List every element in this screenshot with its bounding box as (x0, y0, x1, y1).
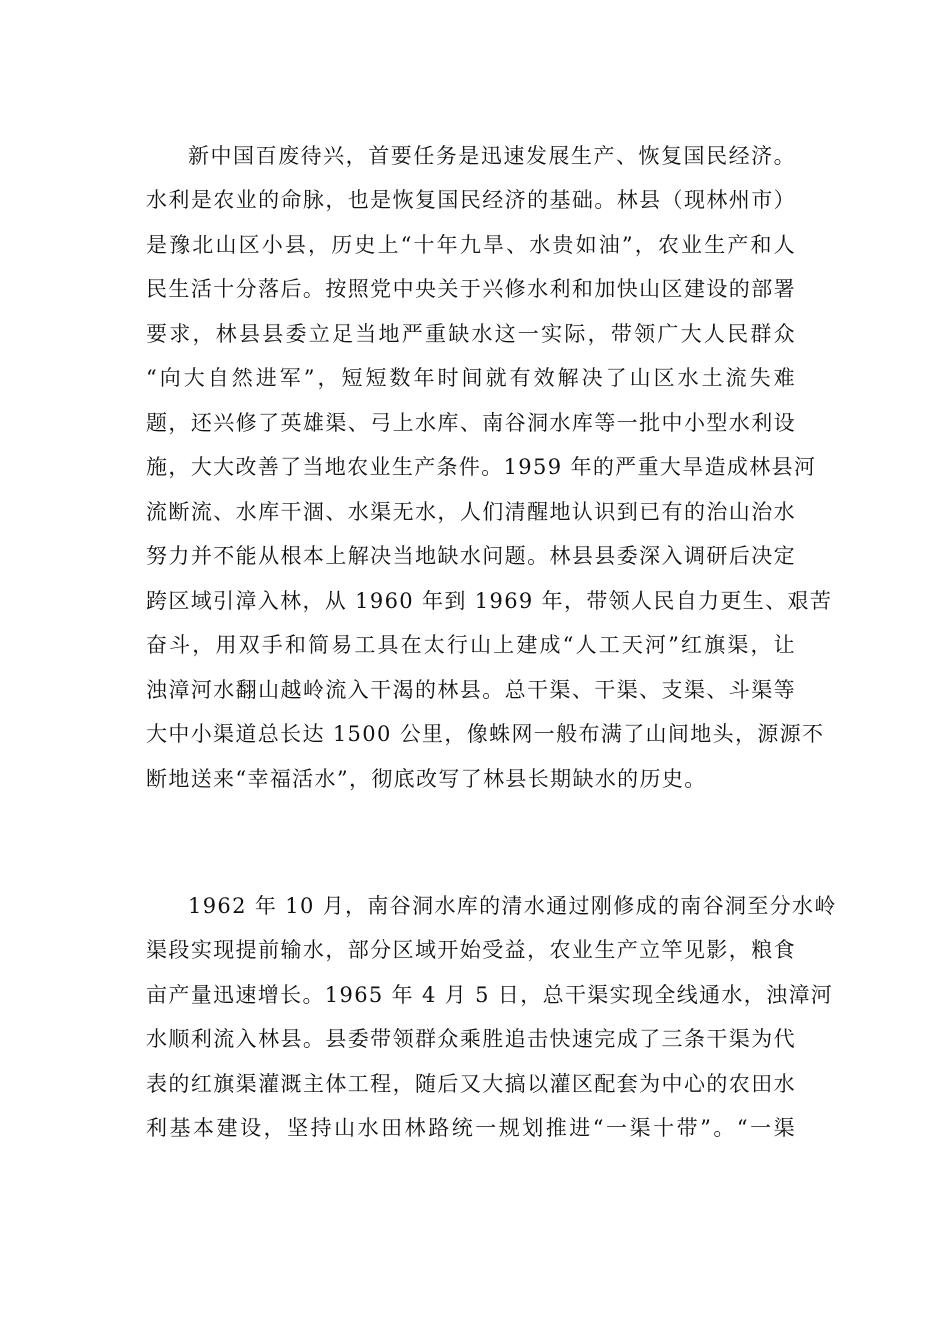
paragraph-1-line-3: 是豫北山区小县，历史上“十年九旱、水贵如油”，农业生产和人 (146, 233, 796, 257)
paragraph-1-line-11: 跨区域引漳入林，从 1960 年到 1969 年，带领人民自力更生、艰苦 (146, 589, 833, 613)
paragraph-2-line-5: 表的红旗渠灌溉主体工程，随后又大搞以灌区配套为中心的农田水 (146, 1072, 796, 1096)
paragraph-1-line-9: 流断流、水库干涸、水渠无水，人们清醒地认识到已有的治山治水 (146, 500, 796, 524)
paragraph-1-line-7: 题，还兴修了英雄渠、弓上水库、南谷洞水库等一批中小型水利设 (146, 411, 796, 435)
paragraph-1-line-5: 要求，林县县委立足当地严重缺水这一实际，带领广大人民群众 (146, 322, 796, 346)
paragraph-1 (146, 136, 833, 791)
paragraph-1-line-8: 施，大大改善了当地农业生产条件。1959 年的严重大旱造成林县河 (146, 455, 817, 479)
paragraph-1-line-4: 民生活十分落后。按照党中央关于兴修水利和加快山区建设的部署 (146, 277, 796, 301)
paragraph-1-line-13: 浊漳河水翻山越岭流入干渴的林县。总干渠、干渠、支渠、斗渠等 (146, 678, 796, 702)
paragraph-1-line-15: 断地送来“幸福活水”，彻底改写了林县长期缺水的历史。 (146, 767, 707, 791)
paragraph-1-line-2: 水利是农业的命脉，也是恢复国民经济的基础。林县（现林州市） (146, 188, 796, 212)
paragraph-1-line-6: “向大自然进军”，短短数年时间就有效解决了山区水土流失难 (146, 366, 796, 390)
paragraph-2-line-3: 亩产量迅速增长。1965 年 4 月 5 日，总干渠实现全线通水，浊漳河 (146, 983, 834, 1007)
paragraph-2-line-1: 1962 年 10 月，南谷洞水库的清水通过刚修成的南谷洞至分水岭 (188, 894, 837, 918)
paragraph-2-line-6: 利基本建设，坚持山水田林路统一规划推进“一渠十带”。“一渠 (146, 1116, 796, 1140)
paragraph-2 (146, 886, 837, 1146)
paragraph-1-line-14: 大中小渠道总长达 1500 公里，像蛛网一般布满了山间地头，源源不 (146, 722, 825, 746)
paragraph-2-line-4: 水顺利流入林县。县委带领群众乘胜追击快速完成了三条干渠为代 (146, 1027, 796, 1051)
paragraph-2-line-2: 渠段实现提前输水，部分区域开始受益，农业生产立竿见影，粮食 (146, 938, 796, 962)
paragraph-1-line-12: 奋斗，用双手和简易工具在太行山上建成“人工天河”红旗渠，让 (146, 633, 796, 657)
paragraph-1-line-10: 努力并不能从根本上解决当地缺水问题。林县县委深入调研后决定 (146, 544, 796, 568)
paragraph-1-line-1: 新中国百废待兴，首要任务是迅速发展生产、恢复国民经济。 (188, 144, 796, 168)
